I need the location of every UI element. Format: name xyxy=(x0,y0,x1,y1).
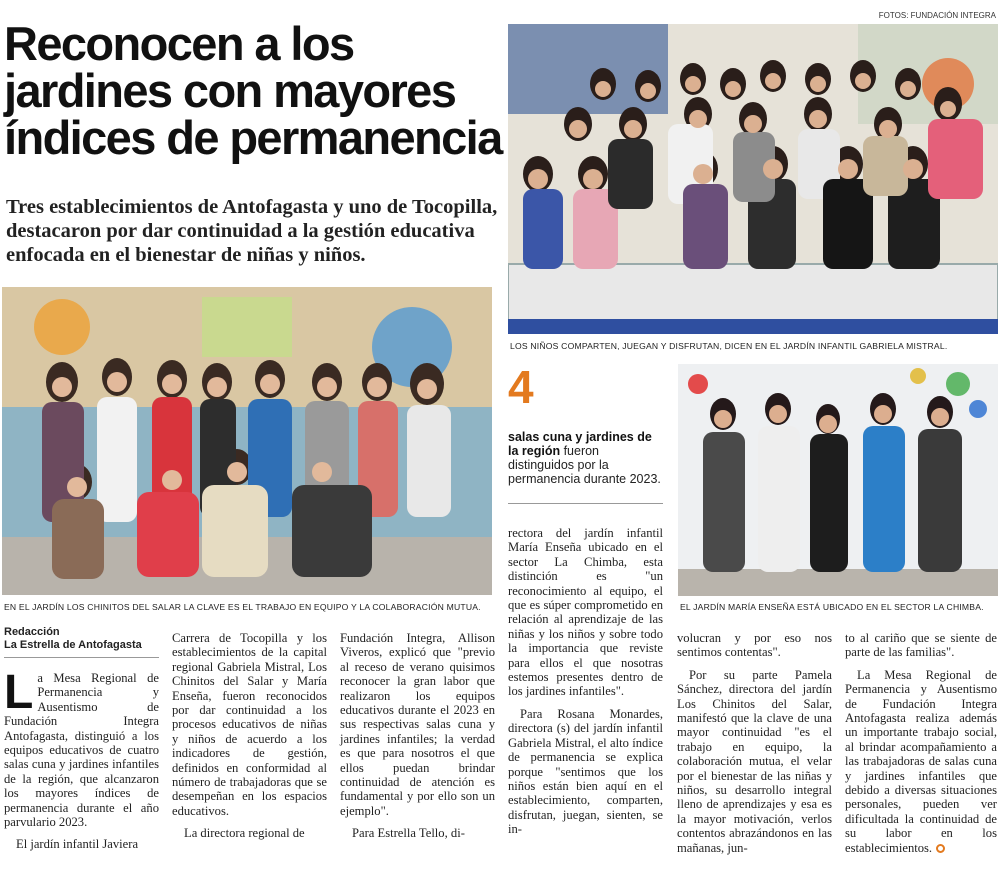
photo-credit: FOTOS: FUNDACIÓN INTEGRA xyxy=(878,11,996,20)
body-paragraph: volucran y por eso nos sentimos contentas". xyxy=(677,631,832,660)
photo-maria-ensena xyxy=(678,364,998,596)
body-column-1 xyxy=(4,666,159,852)
stat-divider xyxy=(508,503,663,504)
caption-right-photo: EL JARDÍN MARÍA ENSEÑA ESTÁ UBICADO EN EL SECTOR LA CHIMBA. xyxy=(680,602,984,612)
body-column-2 xyxy=(172,631,327,841)
byline-divider xyxy=(4,657,159,658)
photo-gabriela-mistral xyxy=(508,24,998,334)
photo-los-chinitos-del-salar xyxy=(2,287,492,595)
stat-bold-text: salas cuna y jardines de la región xyxy=(508,430,652,458)
body-column-4 xyxy=(508,526,663,837)
body-paragraph: Para Estrella Tello, di- xyxy=(352,826,465,841)
body-column-3 xyxy=(340,631,495,841)
byline xyxy=(4,626,142,652)
body-column-6 xyxy=(845,631,997,855)
caption-left-photo: EN EL JARDÍN LOS CHINITOS DEL SALAR LA CLAVE ES EL TRABAJO EN EQUIPO Y LA COLABORACIÓN MUTUA. xyxy=(4,602,481,612)
body-paragraph: La directora regional de xyxy=(184,826,305,841)
body-paragraph: to al cariño que se siente de parte de las familias". xyxy=(845,631,997,660)
body-paragraph: La Mesa Regional de Permanencia y Ausentismo de Fundación Integra Antofagasta, distinguió a los equipos educativos de cuatro salas cuna y jardines infantiles de la región, que alcanzaron los mayores índices de permanencia durante el año parvulario 2023. xyxy=(4,666,159,830)
stat-number: 4 xyxy=(508,361,534,413)
headline: Reconocen a los jardines con mayores índices de permanencia xyxy=(4,17,502,164)
byline-role: Redacción xyxy=(4,626,60,638)
body-paragraph: Para Rosana Monardes, directora (s) del jardín infantil Gabriela Mistral, el alto índice de permanencia se explica porque "sentimos que los niños están bien aquí en el establecimiento, comparten, disfrutan, juegan, sienten, se in- xyxy=(508,706,663,837)
body-paragraph: Por su parte Pamela Sánchez, directora del jardín Los Chinitos del Salar, manifestó que la clave de una mayor continuidad "es el trabajo en equipo, la colaboración mutua, el velar por el bienestar de las niñas y niños, su desarrollo integral lleno de aprendizajes y esa es la mayor motivación, verlos contentos abrazándonos en las mañanas, jun- xyxy=(677,667,832,855)
dropcap: L xyxy=(4,666,34,719)
body-paragraph: Carrera de Tocopilla y los establecimientos de la capital regional Gabriela Mistral, Los Chinitos del Salar y María Enseña, fueron reconocidos por dar continuidad a los procesos educativos de niñas y niños de acuerdo a los indicadores de gestión, definidos en conformidad al número de trabajadoras que se desempeñan en los espacios educativos. xyxy=(172,631,327,818)
body-paragraph: rectora del jardín infantil María Enseña ubicado en el sector La Chimba, esta distinción es "un reconocimiento al equipo, el que es súper comprometido en relación al aprendizaje de las niñas y los niños y sobre todo la importancia que reviste para ellos el que nosotras estemos presentes dentro de los jardines infantiles". xyxy=(508,526,663,699)
stat-rest-text: fueron distinguidos por la permanencia durante 2023. xyxy=(508,444,661,486)
body-paragraph: La Mesa Regional de Permanencia y Ausentismo de Fundación Integra Antofagasta realiza además un importante trabajo social, al brindar acompañamiento a las trabajadoras de salas cuna y jardines infantiles que debido a diversas situaciones personales, pueden ver dificultada la continuidad de su labor en los establecimientos. xyxy=(845,667,997,855)
end-mark-icon xyxy=(936,844,945,853)
body-paragraph: Fundación Integra, Allison Viveros, explicó que "previo al receso de verano quisimos reconocer la gran labor que realizaron los equipos educativos durante el 2023 en sus respectivas salas cuna y jardines infantiles; la verdad es que para nosotros el que ellos puedan brindar continuidad de atención es fundamental y por ello son un ejemplo". xyxy=(340,631,495,818)
byline-outlet: La Estrella de Antofagasta xyxy=(4,639,142,651)
stat-text xyxy=(508,430,663,486)
caption-top-photo: LOS NIÑOS COMPARTEN, JUEGAN Y DISFRUTAN, DICEN EN EL JARDÍN INFANTIL GABRIELA MISTRAL. xyxy=(510,341,948,351)
subhead: Tres establecimientos de Antofagasta y uno de Tocopilla, destacaron por dar continuidad a la gestión educativa enfocada en el bienestar de niñas y niños. xyxy=(6,196,498,266)
body-paragraph: El jardín infantil Javiera xyxy=(16,837,139,852)
body-column-5 xyxy=(677,631,832,855)
